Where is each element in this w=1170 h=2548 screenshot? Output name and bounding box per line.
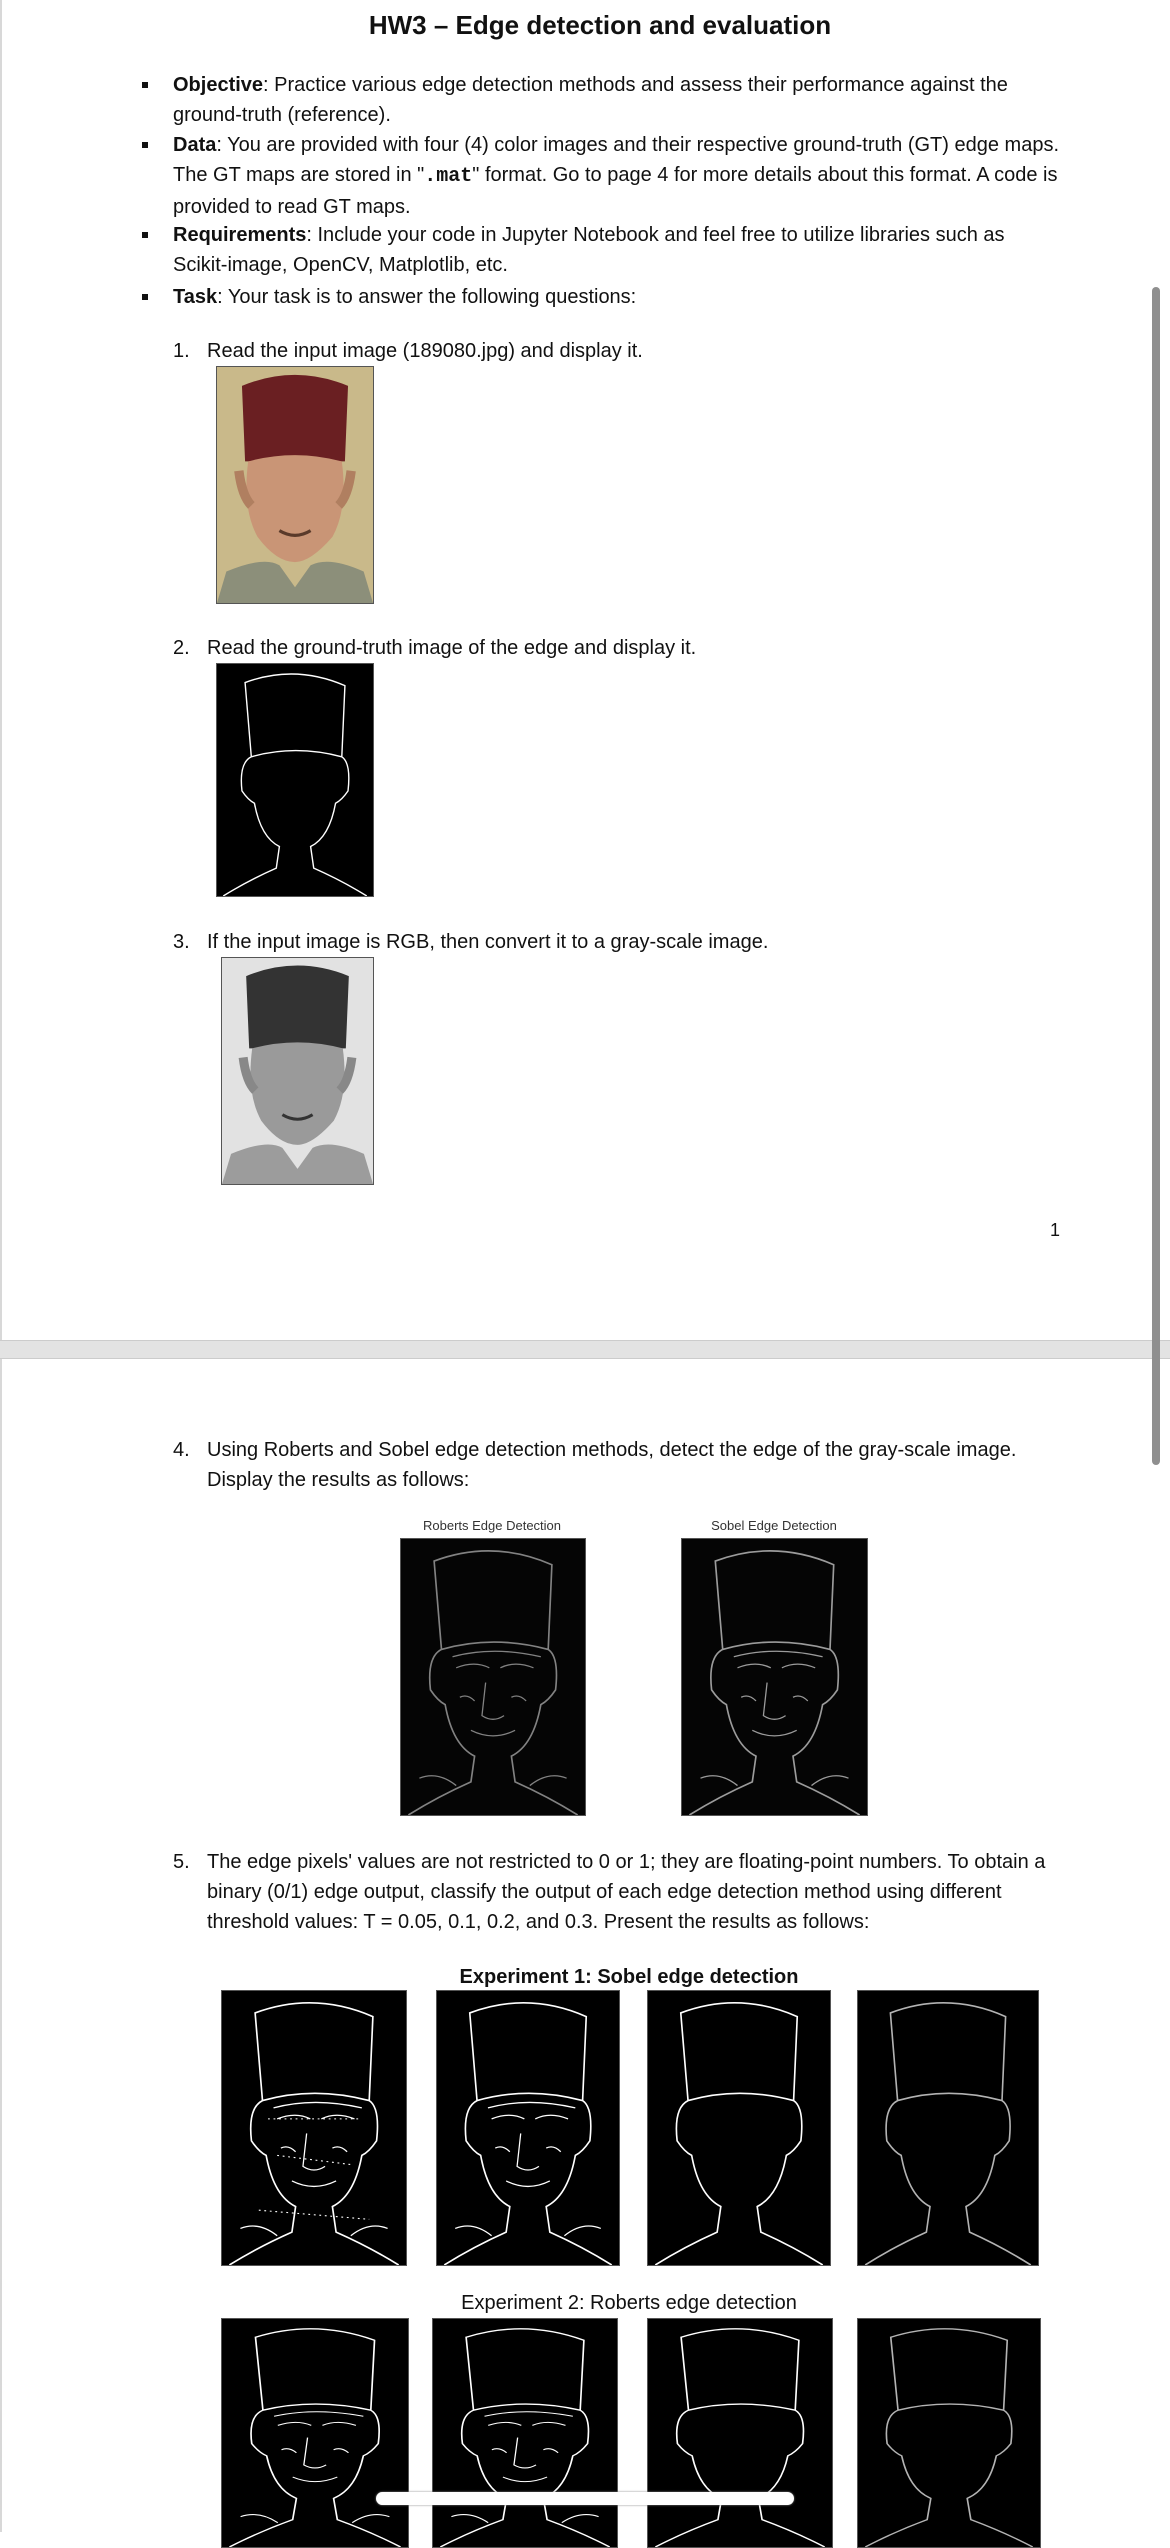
bullet-text: : Include your code in Jupyter Notebook and feel free to utilize libraries such as Scikit-image, OpenCV, Matplotlib, etc.: [173, 224, 1005, 276]
experiment-2-title: Experiment 2: Roberts edge detection: [461, 2292, 797, 2314]
bullet-text: : You are provided with four (4) color images and their respective ground-truth (GT) edge maps. The GT maps are stored in ": [173, 134, 1060, 186]
scrollbar[interactable]: [1152, 287, 1160, 1465]
sobel-threshold-image: [857, 1990, 1039, 2266]
input-color-image: [216, 366, 374, 604]
roberts-threshold-image: [221, 2318, 409, 2548]
document-title: HW3 – Edge detection and evaluation: [368, 10, 832, 40]
bullet-label: Data: [173, 134, 217, 156]
grayscale-image: [221, 957, 374, 1185]
bullet-label: Requirements: [173, 224, 307, 246]
home-indicator[interactable]: [376, 2492, 794, 2505]
bullet-text: : Practice various edge detection methods and assess their performance against the ground-truth (reference).: [173, 74, 1008, 126]
bullet-objective: [142, 70, 1052, 130]
experiment-1-title: Experiment 1: Sobel edge detection: [459, 1966, 799, 1988]
code-snippet: .mat: [424, 165, 473, 188]
sobel-threshold-image: [436, 1990, 620, 2266]
ground-truth-edge-image: [216, 663, 374, 897]
bullet-text: : Your task is to answer the following questions:: [217, 286, 637, 308]
sobel-threshold-image: [221, 1990, 407, 2266]
roberts-threshold-image: [432, 2318, 618, 2548]
roberts-threshold-image: [647, 2318, 833, 2548]
page-separator: [0, 1340, 1170, 1359]
bullet-label: Objective: [173, 74, 264, 96]
sobel-caption: Sobel Edge Detection: [711, 1518, 837, 1533]
bullet-text: " format. Go to page 4 for more details about this format. A code is provided to read GT maps.: [173, 164, 1058, 218]
bullet-task: [142, 282, 1052, 312]
bullet-label: Task: [173, 286, 218, 308]
sobel-threshold-image: [647, 1990, 831, 2266]
page-number: 1: [1050, 1220, 1061, 1240]
bullet-data: [142, 130, 1060, 220]
roberts-threshold-image: [857, 2318, 1041, 2548]
roberts-edge-image: [400, 1538, 586, 1816]
roberts-caption: Roberts Edge Detection: [422, 1518, 562, 1533]
page-edge: [0, 0, 2, 2532]
bullet-requirements: [142, 220, 1052, 280]
sobel-edge-image: [681, 1538, 868, 1816]
